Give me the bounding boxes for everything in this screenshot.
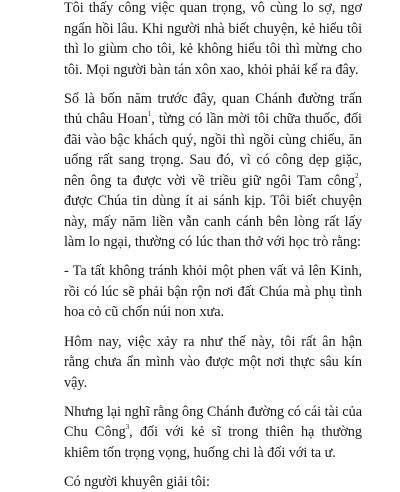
paragraph-text: - Ta tất không tránh khỏi một phen vất vả lên Kinh, rồi có lúc sẽ phải bận rộn nơi đất Chúa mà phụ tình hoa cỏ cũ chốn núi non xưa. [64, 263, 362, 320]
paragraph-text: , từng có lần mời tôi chữa thuốc, đối đãi vào bậc khách quý, ngồi thì ngồi cùng chiếu, ăn uống rất sang trọng. Sau đó, vì có công dẹp giặc, nên ông ta được vời về triều giữ ngôi Tam công [64, 111, 362, 189]
paragraph-1 [64, 0, 362, 80]
dialogue-line [64, 261, 362, 323]
footnote-marker: 3 [126, 423, 129, 431]
paragraph-text: , được Chúa tin dùng ít ai sánh kịp. Tôi biết chuyện này, mấy năm liền vẫn canh cánh bên lòng rất lấy làm lo ngại, thường có lúc than thở với học trò rằng: [64, 173, 362, 251]
paragraph-2 [64, 89, 362, 253]
body-text [64, 0, 362, 492]
footnote-marker: 1 [148, 110, 151, 118]
paragraph-text: Tôi thấy công việc quan trọng, vô cùng lo sợ, ngơ ngẩn hồi lâu. Khi người nhà biết chuyện, kẻ hiểu tôi thì lo giùm cho tôi, kẻ không hiểu tôi thì mừng cho tôi. Mọi người bàn tán xôn xao, khỏi phải kể ra đây. [64, 0, 362, 78]
paragraph-4 [64, 332, 362, 394]
paragraph-text: Số là bốn năm trước đây, quan Chánh đường trấn thủ châu Hoan [64, 91, 362, 128]
footnote-marker: 2 [355, 172, 358, 180]
paragraph-6 [64, 472, 362, 492]
paragraph-text: Có người khuyên giải tôi: [64, 474, 210, 490]
paragraph-text: Hôm nay, việc xảy ra như thế này, tôi rất ân hận rằng chưa ẩn mình vào được một nơi thực sâu kín vậy. [64, 334, 362, 391]
paragraph-text: , đối với kẻ sĩ trong thiên hạ thường khiêm tốn trọng vọng, huống chi là đối với ta ư. [64, 424, 362, 461]
paragraph-5 [64, 402, 362, 464]
paragraph-text: Nhưng lại nghĩ rằng ông Chánh đường có cái tài của Chu Công [64, 404, 362, 441]
